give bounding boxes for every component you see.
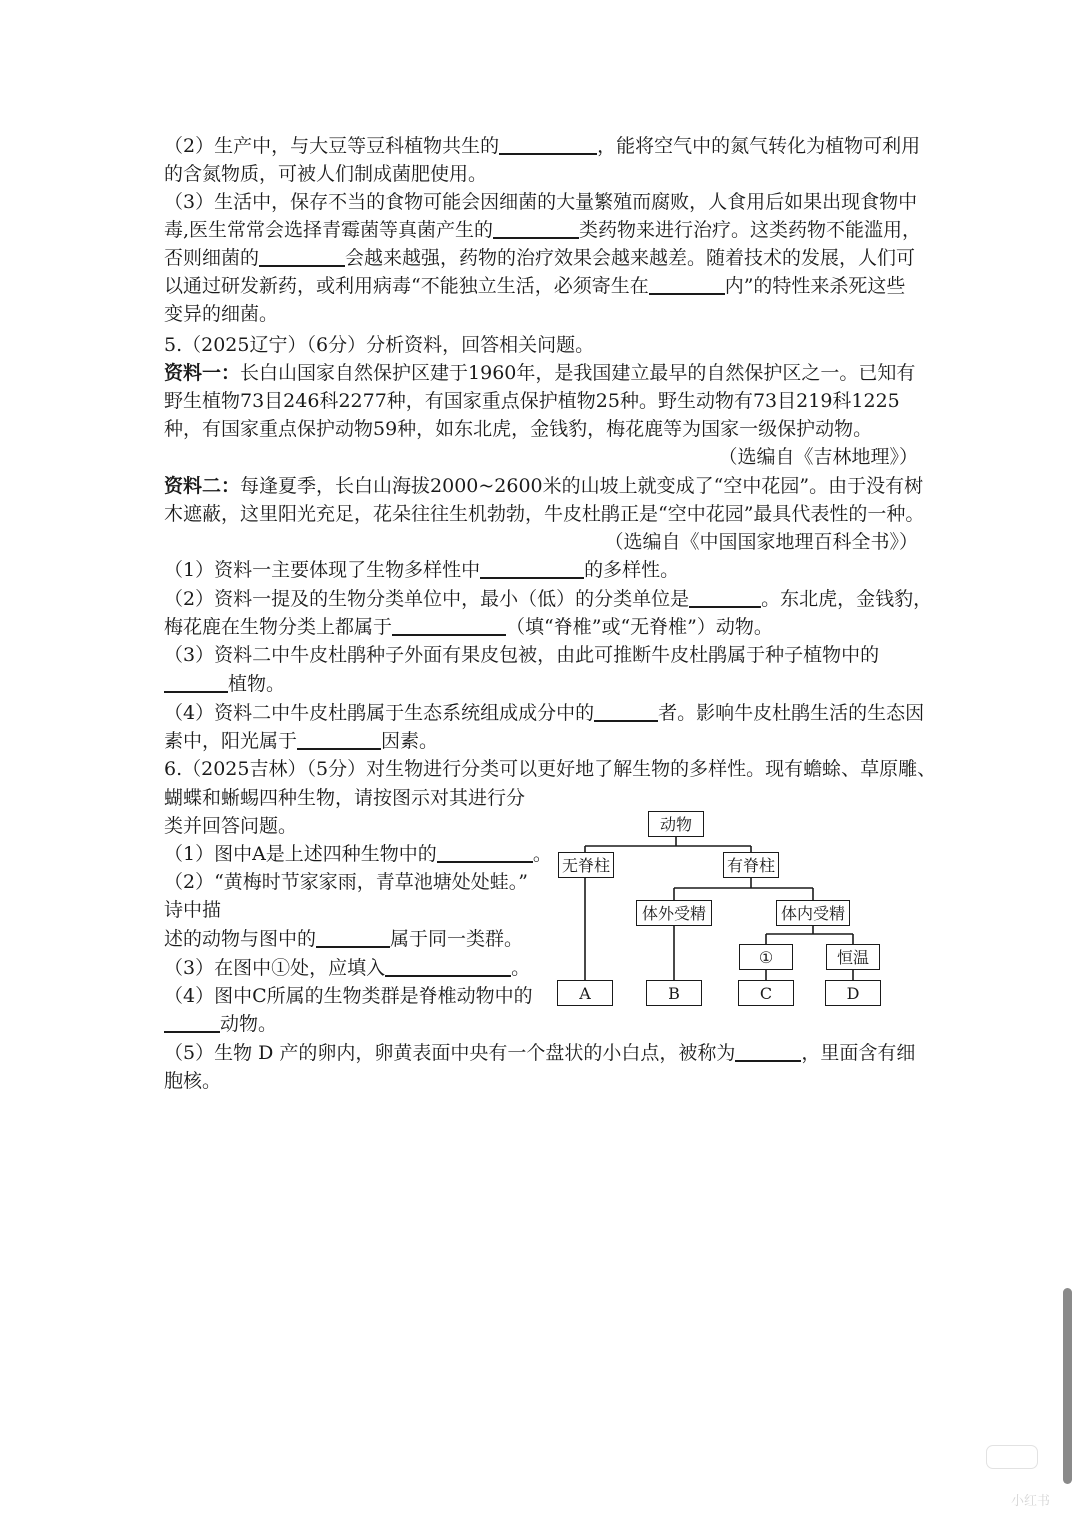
answer-blank[interactable] (480, 557, 584, 579)
q6-1: （1）图中A是上述四种生物中的 。 (164, 843, 552, 865)
q6-4-line2: 动物。 (164, 1010, 277, 1038)
vertical-scrollbar[interactable] (1063, 1288, 1072, 1484)
answer-blank[interactable] (259, 245, 345, 267)
material-2-line2: 木遮蔽，这里阳光充足，花朵往往生机勃勃，牛皮杜鹃正是“空中花园”最具代表性的一种。 (164, 503, 925, 525)
answer-blank[interactable] (164, 1011, 220, 1033)
q5-3-line1: （3）资料二中牛皮杜鹃种子外面有果皮包被，由此可推断牛皮杜鹃属于种子植物中的 (164, 644, 880, 666)
q4-3-line1: （3）生活中，保存不当的食物可能会因细菌的大量繁殖而腐败，人食用后如果出现食物中 (164, 191, 918, 213)
node-vertebrate: 有脊柱 (723, 852, 779, 878)
q4-3-line5: 变异的细菌。 (164, 303, 279, 325)
answer-blank[interactable] (437, 841, 533, 863)
answer-blank[interactable] (649, 273, 725, 295)
answer-blank[interactable] (316, 926, 390, 948)
q5-2-line2: 梅花鹿在生物分类上都属于 （填“脊椎”或“无脊椎”）动物。 (164, 616, 773, 638)
q6-2-line1: （2）“黄梅时节家家雨，青草池塘处处蛙。” (164, 871, 529, 893)
answer-blank[interactable] (392, 614, 506, 636)
q6-2-line3: 述的动物与图中的 属于同一类群。 (164, 928, 524, 950)
node-internal-fertilization: 体内受精 (776, 900, 850, 926)
q4-3-line4: 以通过研发新药，或利用病毒“不能独立生活，必须寄生在 内”的特性来杀死这些 (164, 275, 906, 297)
q6-heading-line3: 类并回答问题。 (164, 815, 298, 837)
q5-3-line2: 植物。 (164, 670, 285, 698)
node-warm-blooded: 恒温 (826, 944, 880, 970)
node-invertebrate: 无脊柱 (558, 852, 614, 878)
material-1-line3: 种，有国家重点保护动物59种，如东北虎，金钱豹，梅花鹿等为国家一级保护动物。 (164, 418, 873, 440)
answer-blank[interactable] (499, 133, 597, 155)
answer-blank[interactable] (735, 1040, 801, 1062)
q6-heading-line2: 蝴蝶和蜥蜴四种生物，请按图示对其进行分 (164, 787, 526, 809)
q4-3-line3: 否则细菌的 会越来越强，药物的治疗效果会越来越差。随着技术的发展，人们可 (164, 247, 916, 269)
q5-1: （1）资料一主要体现了生物多样性中 的多样性。 (164, 559, 680, 581)
answer-blank[interactable] (689, 586, 761, 608)
answer-blank[interactable] (385, 955, 511, 977)
node-a: A (557, 980, 613, 1006)
watermark-text: 小红书 (1010, 1494, 1050, 1509)
node-d: D (825, 980, 881, 1006)
q4-2-line2: 的含氮物质，可被人们制成菌肥使用。 (164, 163, 488, 185)
q5-4-line2: 素中，阳光属于 因素。 (164, 730, 439, 752)
answer-blank[interactable] (493, 217, 579, 239)
q5-heading: 5.（2025辽宁）（6分）分析资料，回答相关问题。 (164, 334, 595, 356)
material-2-line1: 资料二：每逢夏季，长白山海拔2000~2600米的山坡上就变成了“空中花园”。由于没有树 (164, 475, 924, 497)
q6-2-line2: 诗中描 (164, 899, 222, 921)
material-1-line1: 资料一：长白山国家自然保护区建于1960年，是我国建立最早的自然保护区之一。已知有 (164, 362, 916, 384)
node-blank-1: ① (739, 944, 793, 970)
q6-4-line1: （4）图中C所属的生物类群是脊椎动物中的 (164, 985, 533, 1007)
q6-3: （3）在图中①处，应填入 。 (164, 957, 531, 979)
q5-4-line1: （4）资料二中牛皮杜鹃属于生态系统组成成分中的 者。影响牛皮杜鹃生活的生态因 (164, 702, 925, 724)
q6-heading-line1: 6.（2025吉林）（5分）对生物进行分类可以更好地了解生物的多样性。现有蟾蜍、草原雕、 (164, 758, 937, 780)
classification-diagram (548, 805, 888, 1010)
material-1-line2: 野生植物73目246科2277种，有国家重点保护植物25种。野生动物有73目219科1225 (164, 390, 900, 412)
answer-blank[interactable] (594, 700, 658, 722)
node-animal: 动物 (648, 811, 704, 837)
node-b: B (646, 980, 702, 1006)
node-c: C (738, 980, 794, 1006)
material-1-source: （选编自《吉林地理》） (718, 446, 918, 468)
q6-5-line1: （5）生物 D 产的卵内，卵黄表面中央有一个盘状的小白点，被称为 ，里面含有细 (164, 1042, 916, 1064)
answer-blank[interactable] (297, 728, 381, 750)
node-external-fertilization: 体外受精 (636, 900, 712, 926)
q4-2-line1: （2）生产中，与大豆等豆科植物共生的 ，能将空气中的氮气转化为植物可利用 (164, 135, 921, 157)
answer-blank[interactable] (164, 671, 228, 693)
q4-3-line2: 毒,医生常常会选择青霉菌等真菌产生的 类药物来进行治疗。这类药物不能滥用， (164, 219, 922, 241)
watermark-logo-icon (986, 1445, 1038, 1469)
material-2-source: （选编自《中国国家地理百科全书》） (604, 531, 918, 553)
q5-2-line1: （2）资料一提及的生物分类单位中，最小（低）的分类单位是 。东北虎，金钱豹， (164, 588, 933, 610)
q6-5-line2: 胞核。 (164, 1070, 222, 1092)
